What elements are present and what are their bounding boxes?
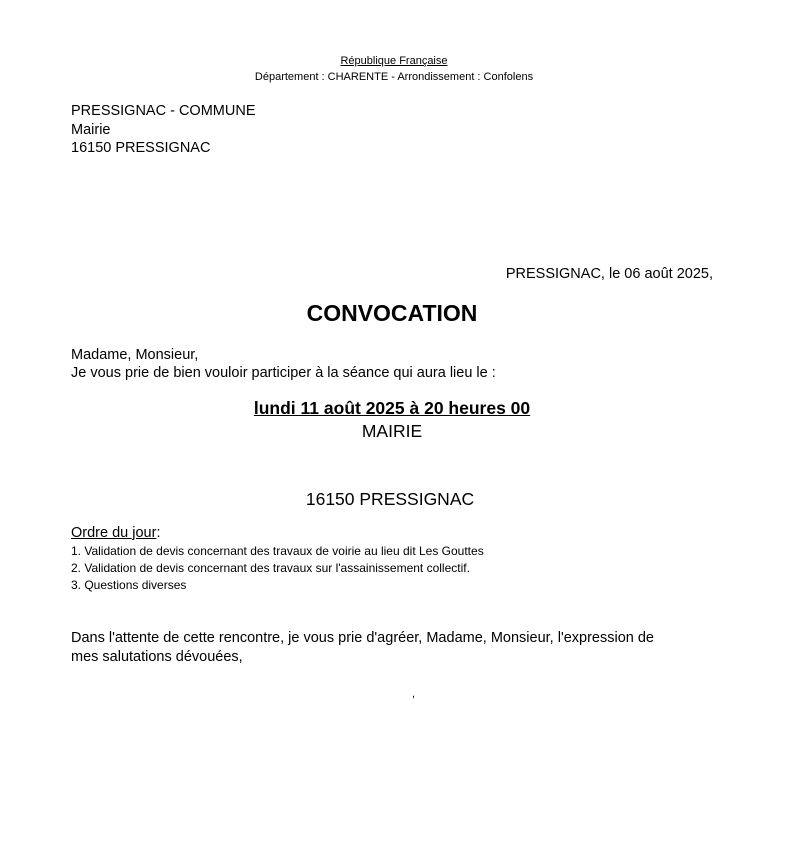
stray-comma: , xyxy=(412,688,416,700)
sender-line-3: 16150 PRESSIGNAC xyxy=(71,140,211,156)
agenda-list xyxy=(71,543,484,594)
agenda-item: 3. Questions diverses xyxy=(71,578,187,592)
closing-line-2: mes salutations dévouées, xyxy=(71,648,243,665)
intro-text: Je vous prie de bien vouloir participer à la séance qui aura lieu le : xyxy=(71,365,496,381)
closing-paragraph xyxy=(71,629,721,666)
document-title: CONVOCATION xyxy=(306,300,478,326)
sender-line-2: Mairie xyxy=(71,121,111,138)
meeting-date: lundi 11 août 2025 à 20 heures 00 xyxy=(253,398,531,418)
department-heading: Département : CHARENTE - Arrondissement : Confolens xyxy=(254,71,534,83)
sender-address xyxy=(71,102,256,158)
agenda-heading-label: Ordre du jour xyxy=(71,525,157,541)
document-date: PRESSIGNAC, le 06 août 2025, xyxy=(505,266,713,282)
sender-line-1: PRESSIGNAC - COMMUNE xyxy=(71,103,256,119)
agenda-item: 1. Validation de devis concernant des travaux de voirie au lieu dit Les Gouttes xyxy=(71,544,484,558)
salutation: Madame, Monsieur, xyxy=(71,347,199,363)
agenda-heading xyxy=(71,524,160,542)
meeting-town: 16150 PRESSIGNAC xyxy=(305,489,475,509)
meeting-place: MAIRIE xyxy=(361,421,423,441)
agenda-heading-colon: : xyxy=(156,525,161,541)
republic-heading: République Française xyxy=(340,55,448,67)
greeting-block xyxy=(71,346,496,382)
agenda-item: 2. Validation de devis concernant des travaux sur l'assainissement collectif. xyxy=(71,561,470,575)
closing-line-1: Dans l'attente de cette rencontre, je vous prie d'agréer, Madame, Monsieur, l'expression de xyxy=(71,630,654,646)
